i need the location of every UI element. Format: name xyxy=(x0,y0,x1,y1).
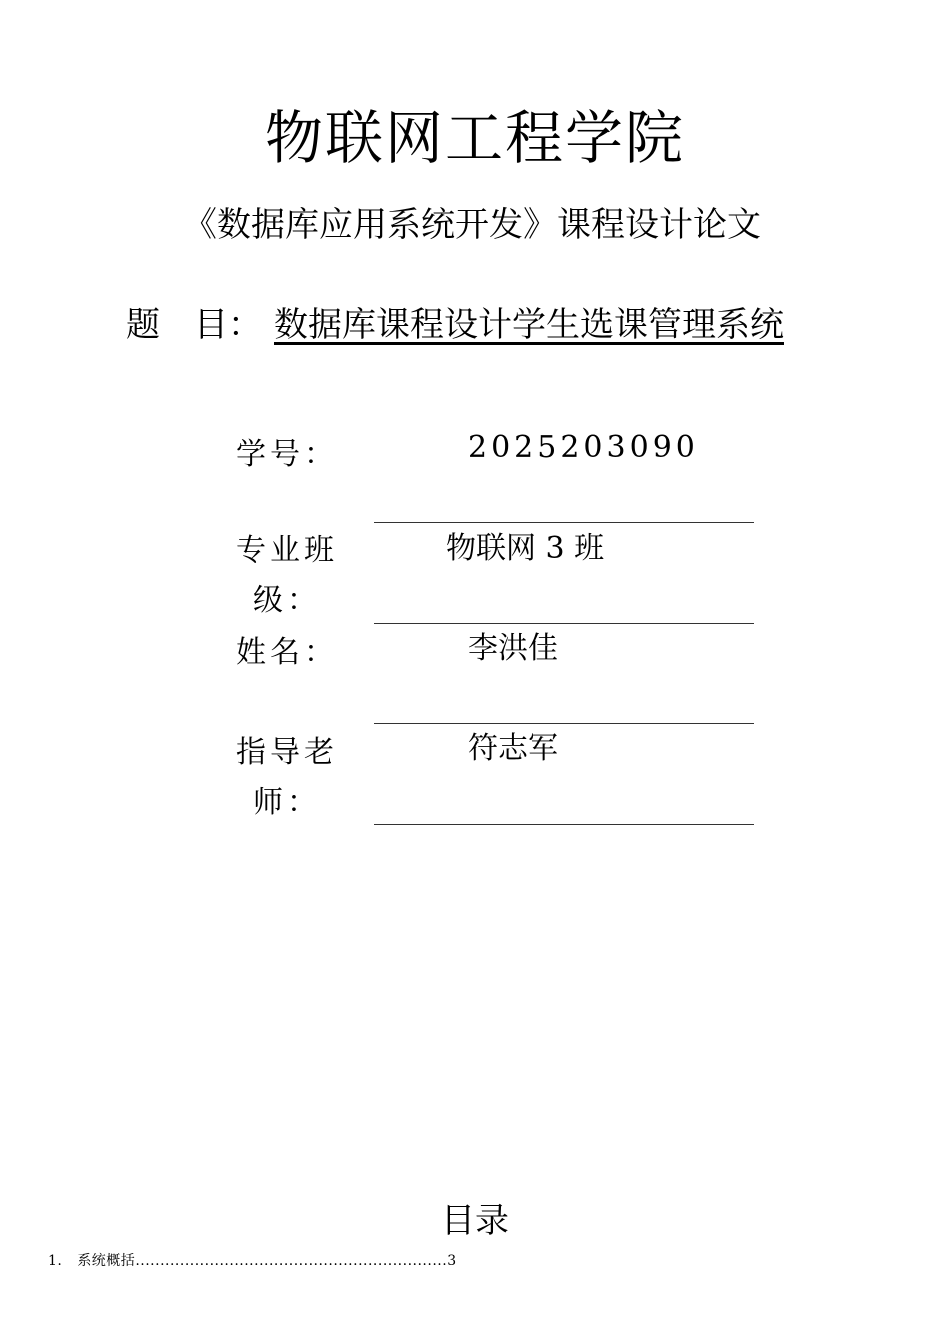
toc-entry-number: 1. xyxy=(48,1253,63,1269)
student-id-underline xyxy=(374,522,754,523)
major-class-label: 专业班级： xyxy=(236,533,338,618)
name-label: 姓名： xyxy=(236,635,338,670)
advisor-label: 指导老师： xyxy=(236,735,338,820)
advisor-value: 符志军 xyxy=(468,731,558,766)
toc-entry-title: 系统概括 xyxy=(77,1253,136,1269)
name-underline xyxy=(374,723,754,724)
toc-title: 目录 xyxy=(441,1201,509,1241)
student-id-label: 学号： xyxy=(236,437,338,472)
topic-value: 数据库课程设计学生选课管理系统 xyxy=(274,305,784,345)
toc-entry-page: 3 xyxy=(447,1253,457,1269)
major-class-underline xyxy=(374,623,754,624)
topic-label: 题 目： xyxy=(126,305,262,345)
advisor-underline xyxy=(374,824,754,825)
toc-entry[interactable] xyxy=(48,1251,457,1271)
toc-entry-leader: ............................................................... xyxy=(135,1253,448,1269)
school-title: 物联网工程学院 xyxy=(264,104,685,172)
course-subtitle: 《数据库应用系统开发》课程设计论文 xyxy=(183,205,761,245)
student-id-value: 2025203090 xyxy=(468,430,699,465)
name-value: 李洪佳 xyxy=(468,631,558,666)
major-class-value: 物联网 3 班 xyxy=(446,531,605,566)
